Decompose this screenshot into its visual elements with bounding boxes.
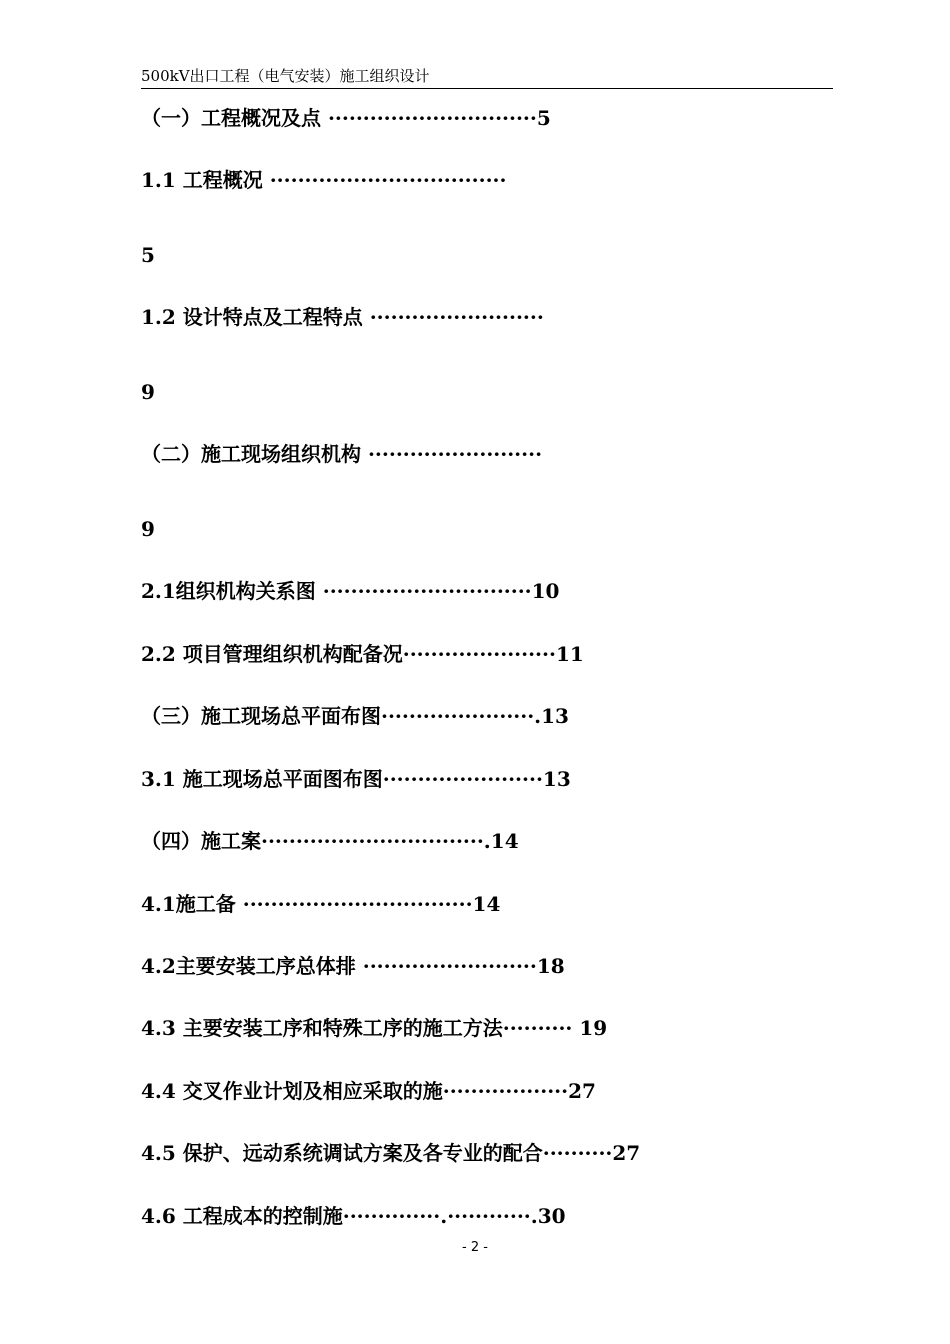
toc-line: 4.2主要安装工序总体排 ·························18	[141, 954, 565, 978]
toc-line: 2.2 项目管理组织机构配备况······················11	[141, 642, 584, 666]
header-divider	[141, 88, 833, 89]
page-number: - 2 -	[462, 1240, 488, 1255]
toc-line: （三）施工现场总平面布图······················.13	[141, 704, 569, 728]
toc-line: 4.3 主要安装工序和特殊工序的施工方法·········· 19	[141, 1016, 608, 1040]
toc-line: 1.2 设计特点及工程特点 ·························	[141, 305, 544, 329]
toc-line: 4.6 工程成本的控制施··············.············.30	[141, 1204, 566, 1228]
toc-line: 4.5 保护、远动系统调试方案及各专业的配合··········27	[141, 1141, 641, 1165]
toc-line: 9	[141, 380, 155, 404]
toc-line: 4.4 交叉作业计划及相应采取的施··················27	[141, 1079, 596, 1103]
toc-line: （一）工程概况及点 ······························5	[141, 106, 551, 130]
toc-line: 2.1组织机构关系图 ······························10	[141, 579, 560, 603]
toc-line: 1.1 工程概况 ··································	[141, 168, 507, 192]
toc-line: 5	[141, 243, 155, 267]
toc-line: 3.1 施工现场总平面图布图·······················13	[141, 767, 571, 791]
toc-line: （二）施工现场组织机构 ·························	[141, 442, 543, 466]
toc-line: （四）施工案································.14	[141, 829, 519, 853]
toc-line: 9	[141, 517, 155, 541]
document-header: 500kV出口工程（电气安装）施工组织设计	[141, 67, 430, 85]
toc-line: 4.1施工备 ·································14	[141, 892, 501, 916]
